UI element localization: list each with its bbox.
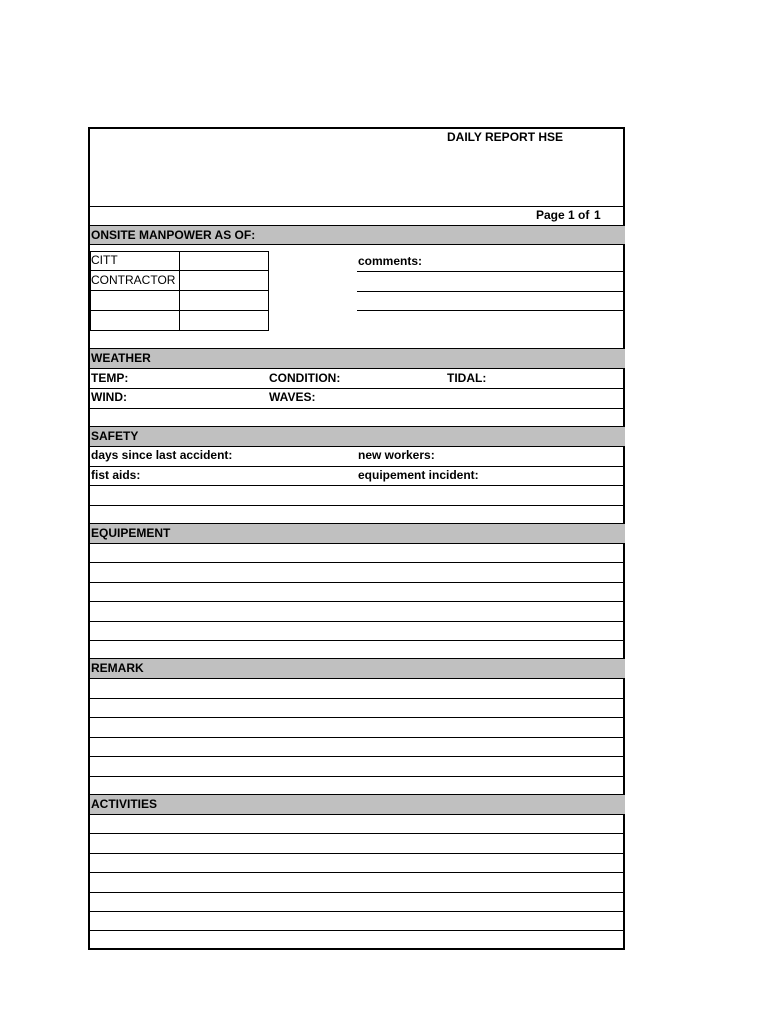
equipment-line[interactable] [90, 640, 625, 641]
report-title: DAILY REPORT HSE [447, 130, 564, 144]
section-title-weather: WEATHER [91, 351, 151, 365]
waves-label: WAVES: [269, 390, 316, 404]
section-title-safety: SAFETY [91, 429, 139, 443]
section-title-manpower: ONSITE MANPOWER AS OF: [91, 228, 256, 242]
comments-line[interactable] [357, 271, 625, 272]
page-label: Page 1 of [536, 208, 590, 222]
activities-line[interactable] [90, 892, 625, 893]
row-line [90, 505, 625, 506]
equipment-line[interactable] [90, 601, 625, 602]
row-line [90, 485, 625, 486]
section-header-manpower [90, 225, 625, 245]
remark-line[interactable] [90, 756, 625, 757]
wind-label: WIND: [91, 390, 127, 404]
equipment-incident-label: equipement incident: [358, 468, 479, 482]
comments-line[interactable] [357, 310, 625, 311]
section-header-safety [90, 426, 625, 447]
first-aids-label: fist aids: [91, 468, 141, 482]
equipment-line[interactable] [90, 621, 625, 622]
activities-line[interactable] [90, 853, 625, 854]
activities-line[interactable] [90, 833, 625, 834]
section-title-equipment: EQUIPEMENT [91, 526, 171, 540]
row-line [90, 388, 625, 389]
section-header-remark [90, 658, 625, 679]
equipment-line[interactable] [90, 562, 625, 563]
section-title-activities: ACTIVITIES [91, 797, 158, 811]
new-workers-label: new workers: [358, 448, 435, 462]
activities-line[interactable] [90, 930, 625, 931]
equipment-line[interactable] [90, 582, 625, 583]
manpower-row-citt: CITT [91, 253, 118, 267]
temp-label: TEMP: [91, 371, 129, 385]
days-since-accident-label: days since last accident: [91, 448, 233, 462]
activities-line[interactable] [90, 911, 625, 912]
remark-line[interactable] [90, 776, 625, 777]
row-line [90, 466, 625, 467]
remark-line[interactable] [90, 717, 625, 718]
section-title-remark: REMARK [91, 661, 144, 675]
page-total: 1 [594, 208, 601, 222]
remark-line[interactable] [90, 698, 625, 699]
divider [90, 206, 625, 207]
comments-label: comments: [358, 254, 423, 268]
row-line [90, 408, 625, 409]
citt-count-field[interactable] [180, 251, 268, 270]
extra-count-field[interactable] [180, 291, 268, 310]
comments-line[interactable] [357, 291, 625, 292]
section-header-weather [90, 348, 625, 369]
remark-line[interactable] [90, 737, 625, 738]
manpower-row-contractor: CONTRACTOR [91, 273, 176, 287]
section-header-equipment [90, 523, 625, 544]
section-header-activities [90, 794, 625, 815]
contractor-count-field[interactable] [180, 271, 268, 290]
condition-label: CONDITION: [269, 371, 341, 385]
daily-report-form [88, 127, 625, 950]
extra-count-field[interactable] [180, 311, 268, 330]
tidal-label: TIDAL: [447, 371, 487, 385]
activities-line[interactable] [90, 872, 625, 873]
